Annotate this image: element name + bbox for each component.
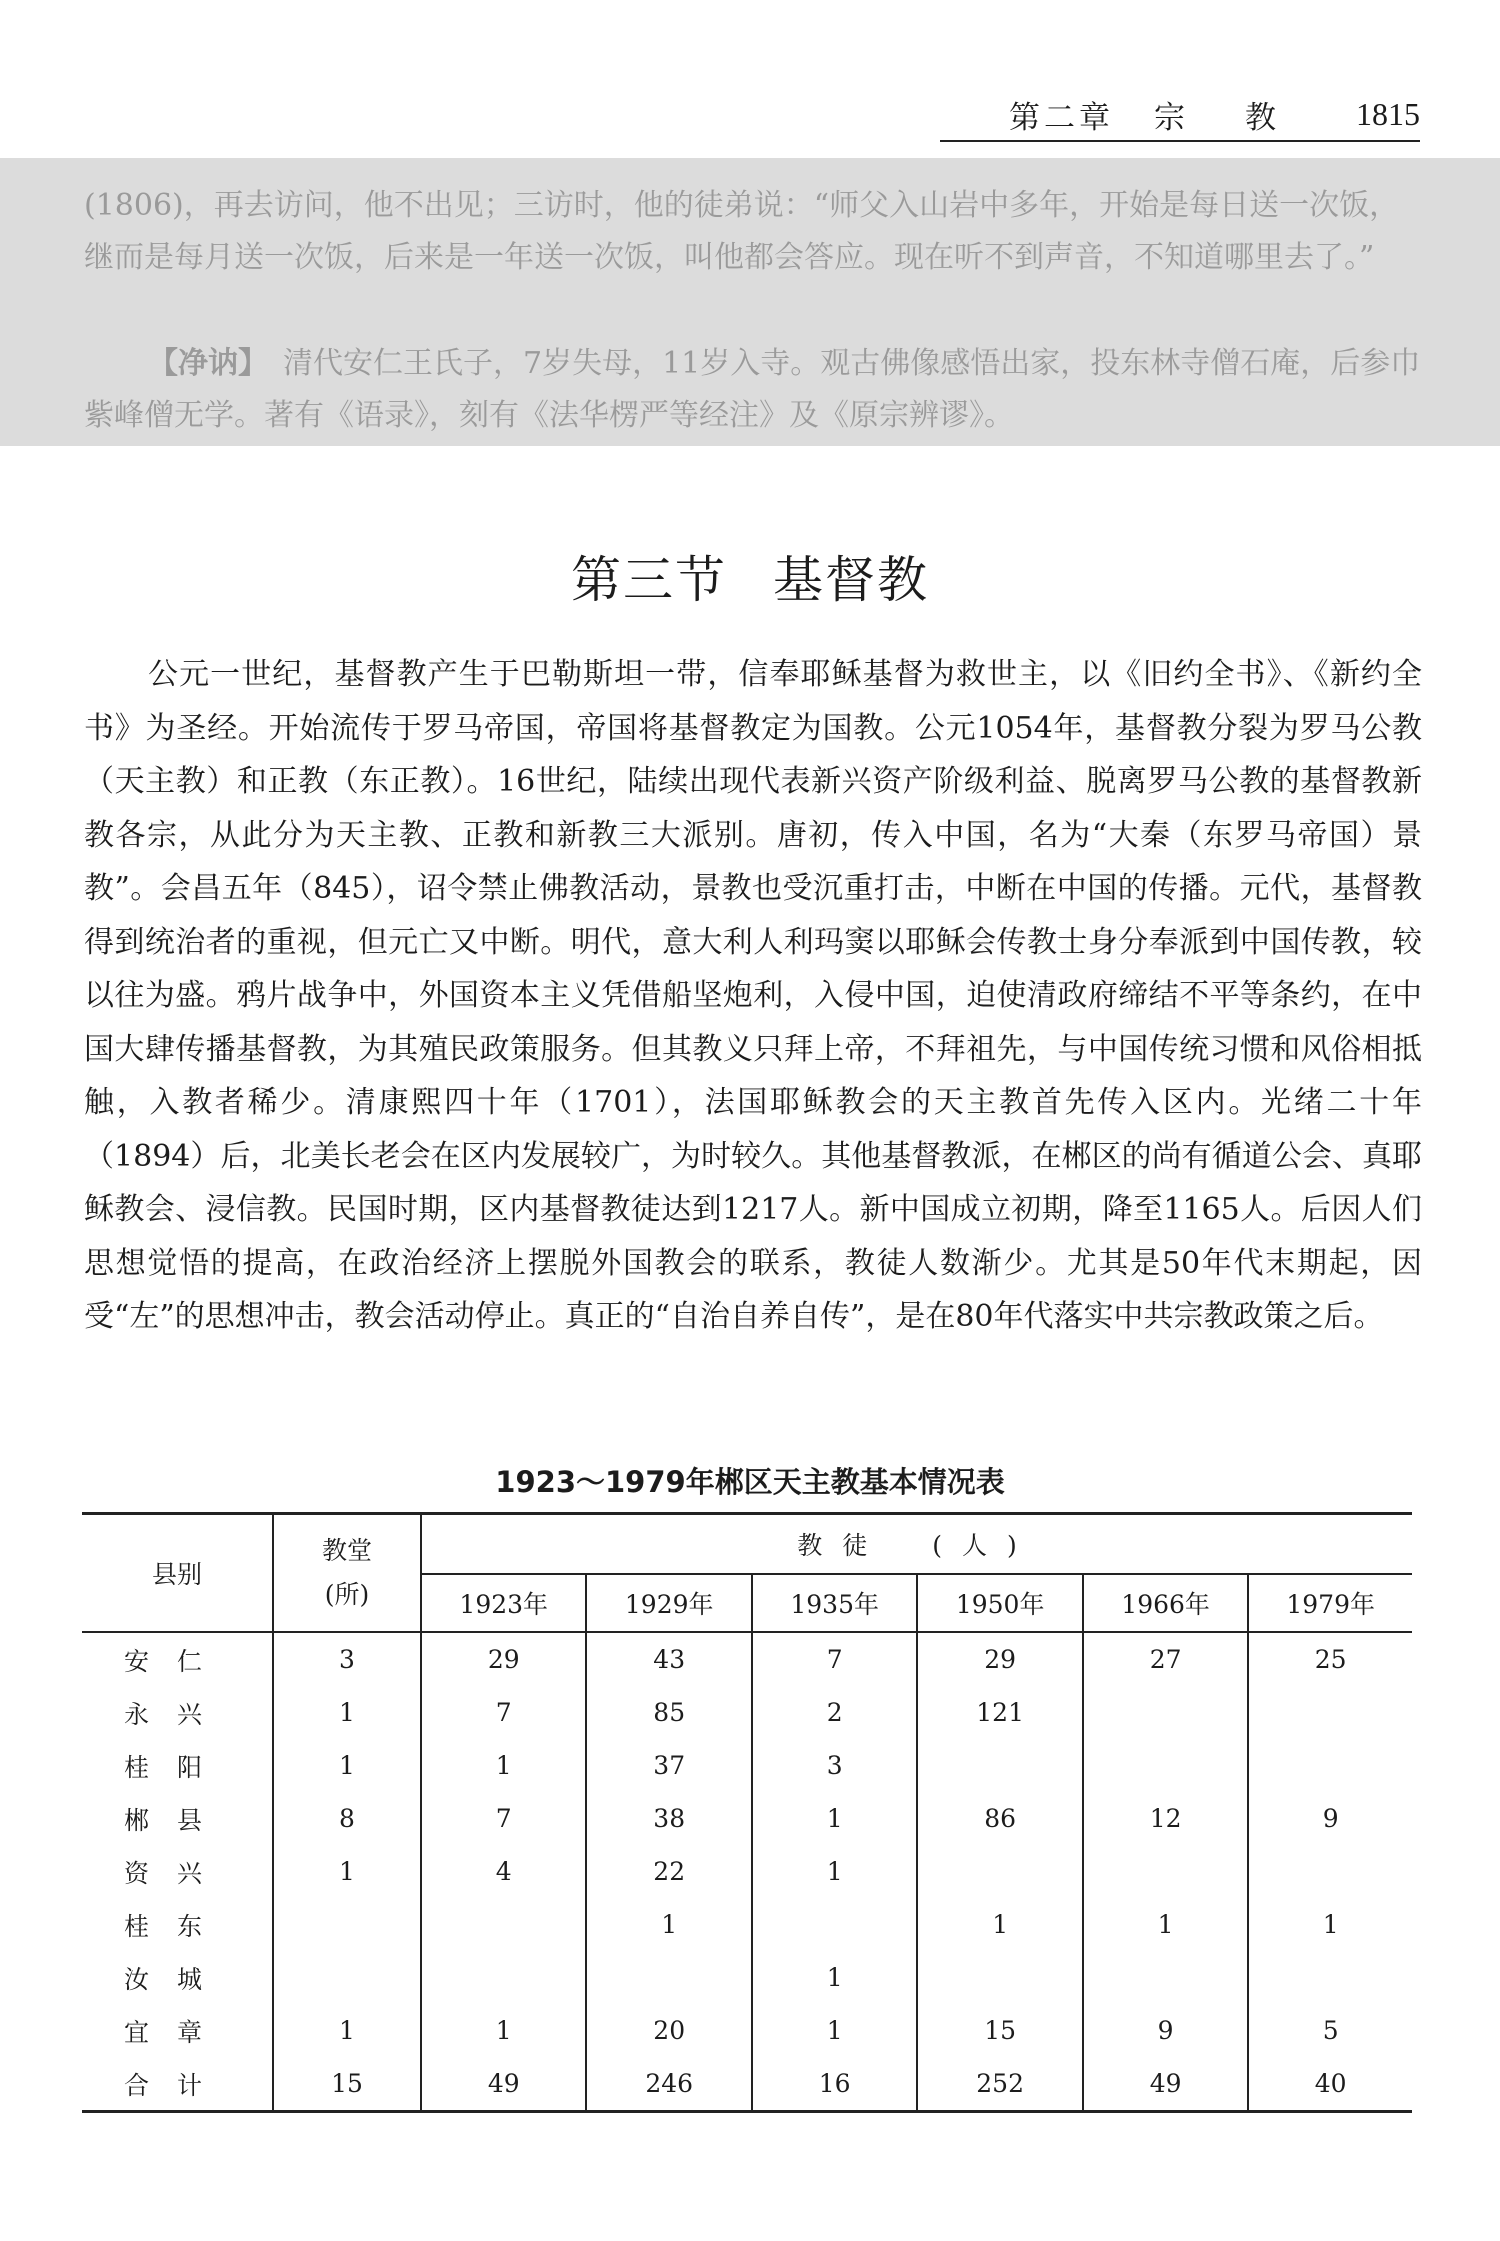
member-count-cell: 20	[586, 2004, 751, 2057]
table-row	[82, 2057, 1412, 2112]
county-cell: 永兴	[82, 1686, 273, 1739]
body-paragraph: 公元一世纪，基督教产生于巴勒斯坦一带，信奉耶稣基督为救世主，以《旧约全书》、《新约全书》为圣经。开始流传于罗马帝国，帝国将基督教定为国教。公元1054年，基督教分裂为罗马公教（天主教）和正教（东正教）。16世纪，陆续出现代表新兴资产阶级利益、脱离罗马公教的基督教新教各宗，从此分为天主教、正教和新教三大派别。唐初，传入中国，名为“大秦（东罗马帝国）景教”。会昌五年（845），诏令禁止佛教活动，景教也受沉重打击，中断在中国的传播。元代，基督教得到统治者的重视，但元亡又中断。明代，意大利人利玛窦以耶稣会传教士身分奉派到中国传教，较以往为盛。鸦片战争中，外国资本主义凭借船坚炮利，入侵中国，迫使清政府缔结不平等条约，在中国大肆传播基督教，为其殖民政策服务。但其教义只拜上帝，不拜祖先，与中国传统习惯和风俗相抵触，入教者稀少。清康熙四十年（1701），法国耶稣教会的天主教首先传入区内。光绪二十年（1894）后，北美长老会在区内发展较广，为时较久。其他基督教派，在郴区的尚有循道公会、真耶稣教会、浸信教。民国时期，区内基督教徒达到1217人。新中国成立初期，降至1165人。后因人们思想觉悟的提高，在政治经济上摆脱外国教会的联系，教徒人数渐少。尤其是50年代末期起，因受“左”的思想冲击，教会活动停止。真正的“自治自养自传”，是在80年代落实中共宗教政策之后。	[84, 657, 1422, 1334]
church-count-cell	[273, 1898, 421, 1951]
table-row	[82, 1951, 1412, 2004]
church-header-line1: 教堂	[321, 1536, 372, 1565]
members-column-header: 教徒 (人)	[421, 1514, 1412, 1575]
section-title	[0, 540, 1500, 612]
entry-term: 【净讷】	[148, 346, 253, 381]
church-count-cell: 15	[273, 2057, 421, 2112]
member-count-cell: 1	[1322, 1910, 1339, 1939]
member-count-cell: 29	[421, 1632, 586, 1686]
member-count-cell: 85	[586, 1686, 751, 1739]
member-count-cell: 9	[1083, 2004, 1248, 2057]
member-count-cell: 49	[1083, 2057, 1248, 2112]
excerpt-paragraph-2	[84, 338, 1424, 442]
member-count-cell: 1	[1083, 1898, 1248, 1951]
member-count-cell	[586, 1951, 751, 2004]
member-count-cell: 7	[421, 1792, 586, 1845]
member-count-cell: 9	[1322, 1804, 1339, 1833]
member-count-cell: 1	[752, 1951, 917, 2004]
catholic-stats-table	[82, 1512, 1412, 2113]
member-count-cell	[917, 1739, 1082, 1792]
member-count-cell: 121	[917, 1686, 1082, 1739]
section-name: 基督教	[772, 551, 929, 609]
member-count-cell: 16	[752, 2057, 917, 2112]
member-count-cell	[752, 1898, 917, 1951]
church-count-cell	[273, 1951, 421, 2004]
member-count-cell	[1248, 1951, 1412, 2004]
member-count-cell: 15	[917, 2004, 1082, 2057]
county-cell: 宜章	[82, 2004, 273, 2057]
table-row	[82, 1739, 1412, 1792]
member-count-cell: 49	[421, 2057, 586, 2112]
member-count-cell: 43	[586, 1632, 751, 1686]
member-count-cell: 1	[917, 1898, 1082, 1951]
year-header: 1950年	[917, 1574, 1082, 1632]
year-header: 1935年	[752, 1574, 917, 1632]
year-header: 1966年	[1083, 1574, 1248, 1632]
county-column-header: 县别	[82, 1514, 273, 1633]
member-count-cell: 40	[1314, 2069, 1347, 2098]
member-count-cell: 246	[586, 2057, 751, 2112]
member-count-cell	[421, 1951, 586, 2004]
member-count-cell: 1	[752, 1845, 917, 1898]
member-count-cell: 86	[917, 1792, 1082, 1845]
member-count-cell	[1083, 1951, 1248, 2004]
church-count-cell: 1	[273, 2004, 421, 2057]
member-count-cell: 252	[917, 2057, 1082, 2112]
member-count-cell	[1083, 1845, 1248, 1898]
member-count-cell: 25	[1314, 1645, 1347, 1674]
member-count-cell: 22	[586, 1845, 751, 1898]
chapter-name: 宗教	[1154, 99, 1336, 136]
county-cell: 安仁	[82, 1632, 273, 1686]
county-cell: 郴县	[82, 1792, 273, 1845]
member-count-cell: 1	[752, 1792, 917, 1845]
table-row	[82, 1845, 1412, 1898]
member-count-cell	[1248, 1739, 1412, 1792]
member-count-cell	[1083, 1739, 1248, 1792]
entry-text: 清代安仁王氏子，7岁失母，11岁入寺。观古佛像感悟出家，投东林寺僧石庵，后参巾紫峰僧无学。著有《语录》，刻有《法华楞严等经注》及《原宗辨谬》。	[84, 346, 1421, 433]
church-header-line2: (所)	[324, 1580, 370, 1609]
church-count-cell: 8	[273, 1792, 421, 1845]
member-count-cell: 38	[586, 1792, 751, 1845]
table-row	[82, 1686, 1412, 1739]
table-row	[82, 1632, 1412, 1686]
member-count-cell: 4	[421, 1845, 586, 1898]
previous-section-excerpt	[0, 158, 1500, 446]
member-count-cell: 5	[1322, 2016, 1339, 2045]
member-count-cell: 37	[586, 1739, 751, 1792]
member-count-cell: 3	[752, 1739, 917, 1792]
member-count-cell	[1083, 1686, 1248, 1739]
member-count-cell	[1248, 1686, 1412, 1739]
county-cell: 资兴	[82, 1845, 273, 1898]
county-cell: 合计	[82, 2057, 273, 2112]
church-column-header	[273, 1514, 421, 1633]
church-count-cell: 1	[273, 1739, 421, 1792]
member-count-cell	[917, 1951, 1082, 2004]
member-count-cell: 12	[1083, 1792, 1248, 1845]
church-count-cell: 1	[273, 1845, 421, 1898]
member-count-cell: 27	[1083, 1632, 1248, 1686]
table-row	[82, 2004, 1412, 2057]
table-title: 1923～1979年郴区天主教基本情况表	[495, 1465, 1005, 1499]
year-header: 1979年	[1286, 1590, 1375, 1619]
member-count-cell: 2	[752, 1686, 917, 1739]
member-count-cell	[421, 1898, 586, 1951]
member-count-cell: 29	[917, 1632, 1082, 1686]
table-row	[82, 1792, 1412, 1845]
church-count-cell: 3	[273, 1632, 421, 1686]
member-count-cell: 1	[752, 2004, 917, 2057]
county-cell: 桂阳	[82, 1739, 273, 1792]
member-count-cell	[1248, 1845, 1412, 1898]
member-count-cell: 7	[421, 1686, 586, 1739]
section-number: 第三节	[571, 551, 728, 609]
chapter-label: 第二章	[1009, 99, 1114, 136]
year-header: 1923年	[421, 1574, 586, 1632]
member-count-cell: 7	[752, 1632, 917, 1686]
running-header	[940, 88, 1420, 142]
table-row	[82, 1898, 1412, 1951]
member-count-cell: 1	[586, 1898, 751, 1951]
county-cell: 桂东	[82, 1898, 273, 1951]
excerpt-paragraph-1: (1806)，再去访问，他不出见；三访时，他的徒弟说：“师父入山岩中多年，开始是每日送一次饭，继而是每月送一次饭，后来是一年送一次饭，叫他都会答应。现在听不到声音，不知道哪里去了。”	[84, 188, 1400, 275]
member-count-cell: 1	[421, 1739, 586, 1792]
page-number: 1815	[1356, 95, 1420, 132]
church-count-cell: 1	[273, 1686, 421, 1739]
member-count-cell: 1	[421, 2004, 586, 2057]
member-count-cell	[917, 1845, 1082, 1898]
county-cell: 汝城	[82, 1951, 273, 2004]
year-header: 1929年	[586, 1574, 751, 1632]
